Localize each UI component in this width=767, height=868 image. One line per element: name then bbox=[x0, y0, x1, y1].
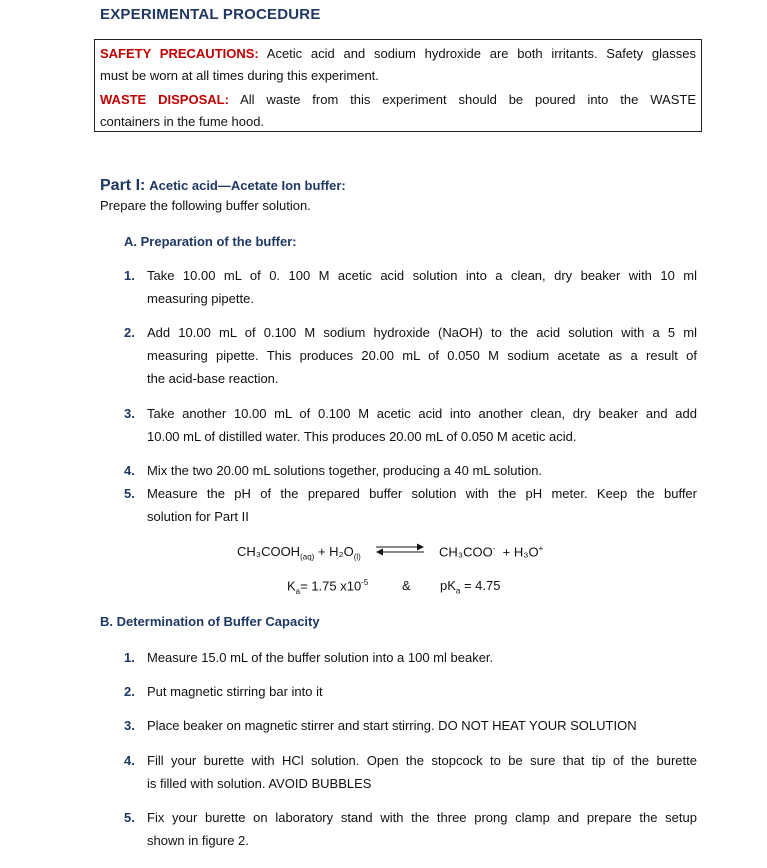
part1-title-rest: Acetic acid—Acetate Ion buffer: bbox=[149, 178, 346, 193]
step-text-line: is filled with solution. AVOID BUBBLES bbox=[147, 776, 372, 791]
reactant-acetic-acid: CH₃COOH bbox=[237, 544, 301, 559]
step-number: 1. bbox=[124, 650, 135, 665]
waste-text-1: All waste from this experiment should be poured into the WASTE bbox=[240, 92, 696, 107]
step-text-line: solution for Part II bbox=[147, 509, 249, 524]
safety-box bbox=[94, 39, 702, 132]
reactant-water-state: (l) bbox=[353, 552, 361, 562]
step-number: 5. bbox=[124, 810, 135, 825]
equation-reactants bbox=[237, 544, 361, 562]
step-number: 5. bbox=[124, 486, 135, 501]
page-heading: EXPERIMENTAL PROCEDURE bbox=[100, 6, 321, 23]
step-number: 4. bbox=[124, 753, 135, 768]
step-text-line: Take 10.00 mL of 0. 100 M acetic acid solution into a clean, dry beaker with 10 ml bbox=[147, 268, 697, 283]
product-acetate: CH₃COO bbox=[439, 544, 493, 560]
step-text-line: Fill your burette with HCl solution. Open the stopcock to be sure that tip of the burette bbox=[147, 753, 697, 768]
pka-label: pK bbox=[440, 578, 456, 593]
step-number: 2. bbox=[124, 325, 135, 340]
section-a-heading bbox=[124, 234, 297, 249]
section-b-heading bbox=[100, 614, 320, 629]
section-a-title: Preparation of the buffer: bbox=[140, 234, 297, 249]
step-text-line: measuring pipette. This produces 20.00 mL of 0.050 M sodium acetate as a result of bbox=[147, 348, 697, 363]
waste-line-1 bbox=[100, 92, 696, 108]
safety-line-1 bbox=[100, 46, 696, 62]
product-acetate-charge: - bbox=[492, 544, 496, 553]
part1-intro: Prepare the following buffer solution. bbox=[100, 198, 311, 213]
equation-products bbox=[439, 544, 543, 559]
step-text-line: Fix your burette on laboratory stand with the three prong clamp and prepare the setup bbox=[147, 810, 697, 825]
step-text-line: Mix the two 20.00 mL solutions together, producing a 40 mL solution. bbox=[147, 463, 543, 478]
ka-exponent: -5 bbox=[361, 578, 369, 587]
step-number: 1. bbox=[124, 268, 135, 283]
equation-plus-2: + bbox=[502, 544, 511, 560]
step-number: 3. bbox=[124, 718, 135, 733]
step-number: 4. bbox=[124, 463, 135, 478]
step-text-line: Measure the pH of the prepared buffer solution with the pH meter. Keep the buffer bbox=[147, 486, 697, 501]
safety-text-1: Acetic acid and sodium hydroxide are both irritants. Safety glasses bbox=[266, 46, 696, 61]
product-hydronium: H₃O bbox=[513, 544, 539, 560]
step-text-line: Take another 10.00 mL of 0.100 M acetic acid into another clean, dry beaker and add bbox=[147, 406, 697, 421]
safety-text-2: must be worn at all times during this experiment. bbox=[100, 68, 379, 83]
section-b-title: Determination of Buffer Capacity bbox=[116, 614, 320, 629]
reactant-water: H₂O bbox=[329, 544, 354, 559]
step-text-line: Add 10.00 mL of 0.100 M sodium hydroxide (NaOH) to the acid solution with a 5 ml bbox=[147, 325, 697, 340]
waste-text-2: containers in the fume hood. bbox=[100, 114, 265, 129]
pka-expression bbox=[440, 578, 500, 596]
step-number: 2. bbox=[124, 684, 135, 699]
ka-subscript: a bbox=[295, 586, 301, 596]
ka-value: = 1.75 x10 bbox=[300, 578, 362, 594]
section-a-letter: A. bbox=[124, 234, 137, 249]
step-text-line: shown in figure 2. bbox=[147, 833, 249, 848]
pka-subscript: a bbox=[455, 586, 461, 596]
step-text-line: 10.00 mL of distilled water. This produces 20.00 mL of 0.050 M acetic acid. bbox=[147, 429, 577, 444]
step-text-line: Put magnetic stirring bar into it bbox=[147, 684, 323, 699]
equation-plus-1: + bbox=[317, 544, 326, 559]
ka-label: K bbox=[287, 578, 296, 594]
ampersand: & bbox=[402, 578, 411, 593]
pka-value: = 4.75 bbox=[460, 578, 501, 593]
part1-title bbox=[100, 177, 346, 195]
part1-title-prefix: Part I: bbox=[100, 177, 146, 194]
reactant-acetic-acid-state: (aq) bbox=[300, 552, 315, 562]
section-b-letter: B. bbox=[100, 614, 113, 629]
step-text-line: the acid-base reaction. bbox=[147, 371, 279, 386]
step-number: 3. bbox=[124, 406, 135, 421]
product-hydronium-charge: + bbox=[538, 544, 544, 553]
waste-label: WASTE DISPOSAL: bbox=[100, 92, 229, 107]
ka-expression bbox=[287, 578, 368, 596]
safety-label: SAFETY PRECAUTIONS: bbox=[100, 46, 259, 61]
step-text-line: measuring pipette. bbox=[147, 291, 254, 306]
step-text-line: Place beaker on magnetic stirrer and start stirring. DO NOT HEAT YOUR SOLUTION bbox=[147, 718, 637, 733]
step-text-line: Measure 15.0 mL of the buffer solution into a 100 ml beaker. bbox=[147, 650, 494, 665]
equilibrium-arrows-icon bbox=[374, 542, 426, 558]
